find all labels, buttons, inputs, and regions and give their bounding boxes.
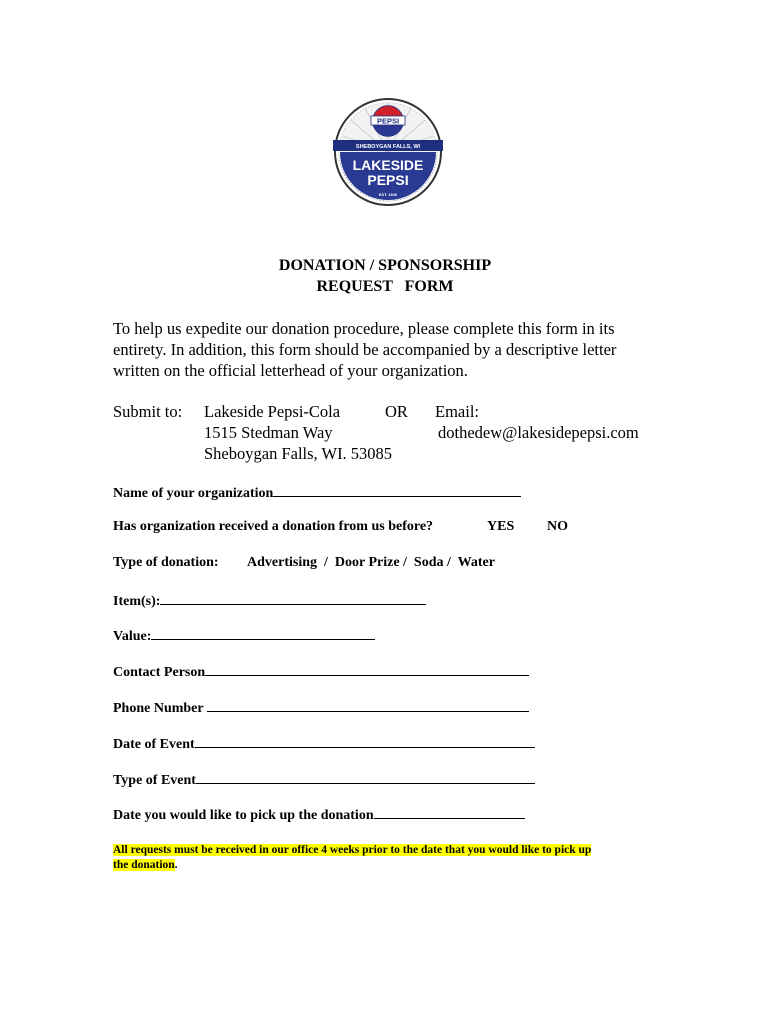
intro-line1: To help us expedite our donation procedure, please complete this form in its — [113, 319, 615, 338]
form-title-line2: REQUEST FORM — [316, 278, 454, 295]
form-title-line1: DONATION / SPONSORSHIP — [278, 257, 492, 274]
org-name-field — [113, 482, 521, 503]
items-label: Item(s): — [113, 594, 161, 609]
lakeside-pepsi-logo — [333, 96, 443, 208]
type-event-field — [113, 769, 535, 790]
email-address[interactable]: dothedew@lakesidepepsi.com — [438, 423, 639, 442]
address-line2: 1515 Stedman Way — [204, 423, 333, 442]
phone-input-line[interactable] — [207, 697, 529, 712]
pickup-date-label: Date you would like to pick up the donation — [113, 808, 374, 823]
phone-field — [113, 697, 529, 718]
logo-location-text: SHEBOYGAN FALLS, WI — [355, 144, 421, 150]
logo-name-line1: LAKESIDE — [352, 157, 424, 173]
phone-label: Phone Number — [113, 701, 204, 716]
deadline-note — [113, 843, 653, 873]
date-event-label: Date of Event — [113, 737, 195, 752]
received-before-label: Has organization received a donation from us before? — [113, 519, 434, 534]
type-event-input-line[interactable] — [196, 769, 535, 784]
donation-type-label: Type of donation: — [113, 555, 219, 570]
contact-label: Contact Person — [113, 665, 206, 680]
intro-line3: written on the official letterhead of your organization. — [113, 361, 468, 380]
logo-est-text: EST. 1926 — [378, 192, 398, 197]
contact-field — [113, 661, 529, 682]
intro-line2: entirety. In addition, this form should be accompanied by a descriptive letter — [113, 340, 617, 359]
note-period: . — [174, 859, 178, 871]
value-field — [113, 625, 375, 646]
address-line1: Lakeside Pepsi-Cola — [204, 402, 341, 421]
org-name-input-line[interactable] — [273, 482, 521, 497]
no-option[interactable]: NO — [547, 519, 568, 534]
pickup-date-input-line[interactable] — [374, 804, 525, 819]
or-text: OR — [385, 402, 408, 421]
logo-brand-text: PEPSI — [376, 116, 400, 126]
org-name-label: Name of your organization — [113, 486, 274, 501]
pickup-date-field — [113, 804, 525, 825]
donation-type-options[interactable]: Advertising / Door Prize / Soda / Water — [247, 555, 495, 570]
date-event-input-line[interactable] — [195, 733, 535, 748]
type-event-label: Type of Event — [113, 773, 196, 788]
note-line1: All requests must be received in our office 4 weeks prior to the date that you would like to pick up — [113, 844, 592, 856]
value-input-line[interactable] — [151, 625, 375, 640]
submit-label: Submit to: — [113, 402, 183, 421]
value-label: Value: — [113, 629, 152, 644]
yes-option[interactable]: YES — [487, 519, 515, 534]
items-input-line[interactable] — [160, 590, 426, 605]
logo-name-line2: PEPSI — [367, 172, 409, 188]
contact-input-line[interactable] — [205, 661, 529, 676]
date-event-field — [113, 733, 535, 754]
address-line3: Sheboygan Falls, WI. 53085 — [204, 444, 393, 463]
note-line2: the donation — [113, 859, 175, 871]
items-field — [113, 590, 426, 611]
email-label: Email: — [435, 402, 479, 421]
